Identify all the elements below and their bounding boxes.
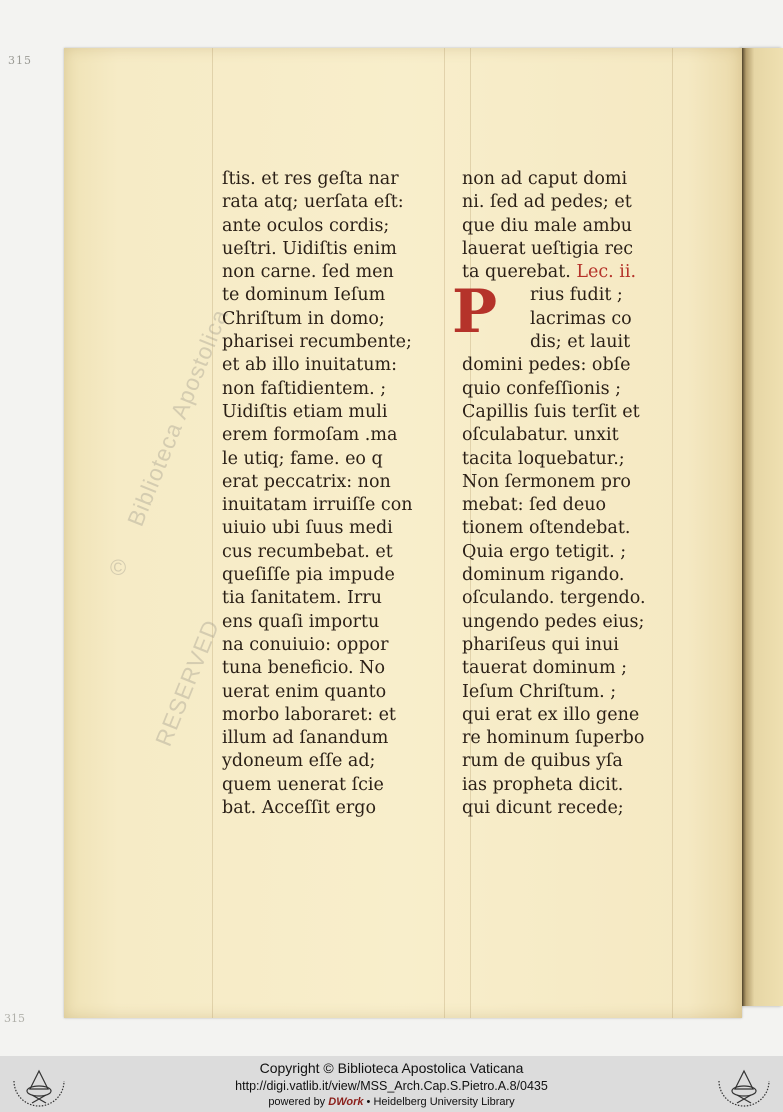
text-column-left bbox=[222, 168, 442, 820]
text-line: uerat enim quanto bbox=[222, 681, 387, 702]
text-line: qui dicunt recede; bbox=[462, 798, 624, 819]
ruling-line bbox=[444, 48, 445, 1018]
illuminated-initial: P bbox=[452, 277, 498, 347]
text-line: rata atq; uerſata eſt: bbox=[222, 192, 404, 213]
text-line: non carne. ſed men bbox=[222, 262, 394, 283]
text-line-with-rubric bbox=[462, 261, 682, 284]
text-line: Chriſtum in domo; bbox=[222, 308, 385, 329]
text-line: inuitatam irruiſſe con bbox=[222, 495, 413, 516]
text-line: morbo laboraret: et bbox=[222, 704, 396, 725]
text-line: re hominum ſuperbo bbox=[462, 728, 645, 749]
text-line: tuna beneficio. No bbox=[222, 658, 386, 679]
powered-suffix: • Heidelberg University Library bbox=[363, 1096, 515, 1108]
watermark-reserved: RESERVED bbox=[150, 615, 225, 750]
text-line: quio confeſſionis ; bbox=[462, 378, 622, 399]
text-line: le utiq; fame. eo q bbox=[222, 448, 383, 469]
text-line: que diu male ambu bbox=[462, 215, 633, 236]
text-line: ta querebat. bbox=[462, 262, 571, 283]
text-line: ias propheta dicit. bbox=[462, 774, 624, 795]
text-line: oſculabatur. unxit bbox=[462, 425, 619, 446]
text-line: tauerat dominum ; bbox=[462, 658, 628, 679]
footer-powered-by bbox=[0, 1096, 783, 1108]
powered-prefix: powered by bbox=[268, 1096, 329, 1108]
text-line: quem uenerat ſcie bbox=[222, 774, 384, 795]
text-line: tionem oſtendebat. bbox=[462, 518, 631, 539]
text-line: uiuio ubi ſuus medi bbox=[222, 518, 393, 539]
text-line: Capillis ſuis terſit et bbox=[462, 401, 640, 422]
text-line: non ad caput domi bbox=[462, 169, 628, 189]
text-line: domini pedes: obſe bbox=[462, 355, 631, 376]
text-line: erem formoſam .ma bbox=[222, 425, 398, 446]
text-line: non faſtidientem. ; bbox=[222, 378, 387, 399]
text-line: Ieſum Chriſtum. ; bbox=[462, 681, 617, 702]
folio-mark-bottom: 315 bbox=[4, 1012, 25, 1025]
text-line: ungendo pedes eius; bbox=[462, 611, 645, 632]
text-line: ni. ſed ad pedes; et bbox=[462, 192, 632, 213]
text-column-right bbox=[462, 168, 682, 820]
text-line: ante oculos cordis; bbox=[222, 215, 390, 236]
footer-url-link[interactable]: http://digi.vatlib.it/view/MSS_Arch.Cap.S.Pietro.A.8/0435 bbox=[235, 1079, 548, 1093]
text-line: bat. Acceſſit ergo bbox=[222, 798, 376, 819]
text-line: ens quaſi importu bbox=[222, 611, 380, 632]
text-line: ſtis. et res geſta nar bbox=[222, 169, 399, 189]
text-line: erat peccatrix: non bbox=[222, 471, 391, 492]
footer-bar bbox=[0, 1056, 783, 1112]
text-line: tia ſanitatem. Irru bbox=[222, 588, 382, 609]
folio-mark-top: 315 bbox=[8, 54, 32, 67]
text-line: dis; et lauit bbox=[530, 332, 631, 353]
text-line: lauerat ueſtigia rec bbox=[462, 238, 634, 259]
text-line: et ab illo inuitatum: bbox=[222, 355, 398, 376]
text-line: pharisei recumbente; bbox=[222, 332, 412, 353]
watermark-copyright-symbol: © bbox=[110, 555, 127, 580]
text-line: phariſeus qui inui bbox=[462, 634, 619, 655]
text-line: te dominum Ieſum bbox=[222, 285, 386, 306]
watermark-library: Biblioteca Apostolica bbox=[122, 304, 234, 530]
adjacent-folio-edge bbox=[742, 48, 783, 1006]
text-line: illum ad ſanandum bbox=[222, 728, 389, 749]
text-line: rius fudit ; bbox=[530, 285, 623, 306]
text-line: ueſtri. Uidiſtis enim bbox=[222, 238, 397, 259]
text-line: Uidiſtis etiam muli bbox=[222, 401, 388, 422]
text-line: mebat: ſed deuo bbox=[462, 495, 607, 516]
text-line: na conuiuio: oppor bbox=[222, 634, 389, 655]
text-line: ydoneum eſſe ad; bbox=[222, 751, 376, 772]
dwork-brand-link[interactable]: DWork bbox=[328, 1096, 364, 1108]
text-line: cus recumbebat. et bbox=[222, 541, 393, 562]
text-line: rum de quibus yſa bbox=[462, 751, 623, 772]
rubric-lesson-marker: Lec. ii. bbox=[576, 262, 637, 283]
text-line: oſculando. tergendo. bbox=[462, 588, 646, 609]
text-line: dominum rigando. bbox=[462, 565, 625, 586]
text-line: lacrimas co bbox=[530, 308, 632, 329]
text-line: queſiſſe pia impude bbox=[222, 565, 395, 586]
text-line: tacita loquebatur.; bbox=[462, 448, 625, 469]
ruling-line bbox=[212, 48, 213, 1018]
text-line: Non ſermonem pro bbox=[462, 471, 631, 492]
footer-copyright: Copyright © Biblioteca Apostolica Vaticana bbox=[259, 1060, 524, 1076]
text-line: Quia ergo tetigit. ; bbox=[462, 541, 627, 562]
text-line: qui erat ex illo gene bbox=[462, 704, 640, 725]
vatican-seal-icon bbox=[713, 1059, 775, 1109]
